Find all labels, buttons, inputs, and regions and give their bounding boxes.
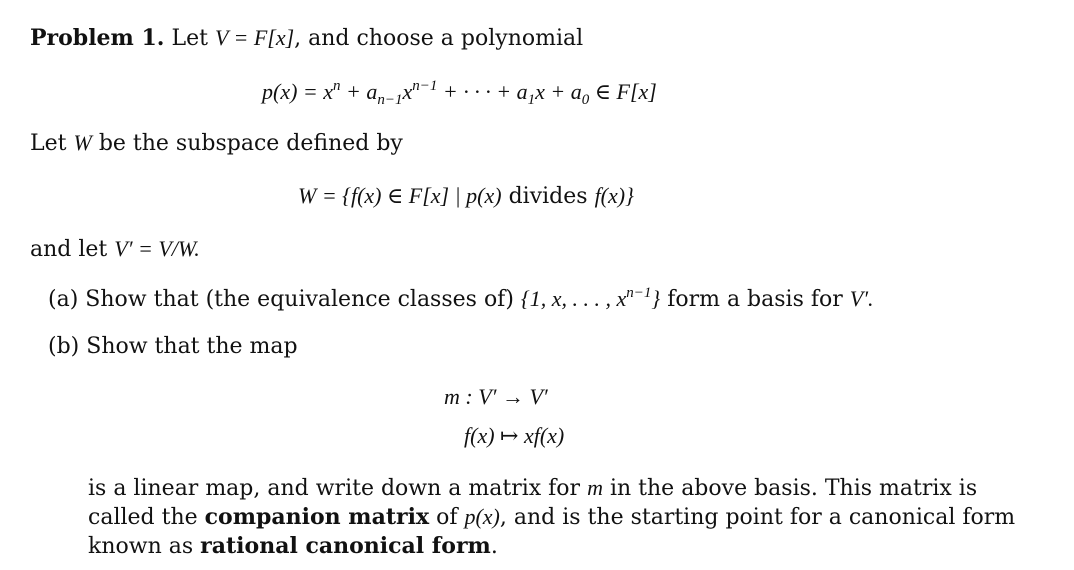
para-l3-b: . [490, 534, 498, 559]
map-line-2: f(x) ↦ xf(x) [464, 423, 565, 448]
poly-exp-n: n [333, 78, 341, 94]
map-line-1: m : V′ → V′ [444, 384, 548, 409]
part-b-text: Show that the map [86, 334, 298, 359]
paragraph-line-3 [88, 532, 498, 561]
poly-exp-n1: n−1 [412, 78, 438, 94]
part-a-set-open: {1, x, . . . , x [520, 286, 627, 311]
para-l2-px: p(x) [464, 504, 500, 529]
poly-x-plus-a: x + a [535, 79, 582, 104]
companion-matrix-term: companion matrix [204, 504, 430, 530]
poly-lhs: p(x) = x [262, 79, 334, 104]
problem-intro-line [30, 24, 583, 53]
paragraph-line-1 [88, 474, 977, 503]
paragraph-line-2 [88, 503, 1015, 532]
part-a-text2: form a basis for [667, 287, 843, 312]
part-a-text1: Show that (the equivalence classes of) [85, 287, 514, 312]
w-def-divides: divides [508, 184, 588, 209]
part-b-label: (b) [48, 334, 80, 359]
poly-sub-n1: n−1 [377, 92, 403, 108]
para-l1-m: m [587, 475, 603, 500]
poly-x: x [402, 79, 413, 104]
para-l1-a: is a linear map, and write down a matrix for [88, 476, 581, 501]
w-definition [298, 182, 634, 211]
part-a-set-exp: n−1 [626, 285, 652, 301]
part-a [48, 285, 874, 314]
para-l2-c: , and is the starting point for a canonical form [499, 505, 1016, 530]
w-intro-let: Let [30, 131, 67, 156]
para-l1-b: in the above basis. This matrix is [609, 476, 978, 501]
w-def-rhs: f(x)} [594, 183, 634, 208]
vprime-text: and let [30, 237, 108, 262]
rational-canonical-form-term: rational canonical form [200, 533, 491, 559]
para-l2-a: called the [88, 505, 198, 530]
w-intro-rest: be the subspace defined by [98, 131, 403, 156]
intro-rest: , and choose a polynomial [294, 26, 584, 51]
problem-heading: Problem 1. [30, 25, 165, 51]
w-intro-line [30, 129, 403, 158]
vprime-line [30, 235, 200, 264]
vprime-math: V′ = V/W. [114, 236, 200, 261]
intro-let: Let [171, 26, 208, 51]
intro-equation: V = F[x] [214, 25, 295, 50]
para-l3-a: known as [88, 534, 194, 559]
part-a-set [521, 286, 660, 311]
poly-in: ∈ F[x] [589, 79, 657, 104]
para-l2-b: of [436, 505, 458, 530]
poly-sub-1: 1 [527, 92, 536, 108]
part-b [48, 333, 298, 361]
part-a-set-close: } [651, 286, 661, 311]
part-a-label: (a) [48, 287, 79, 312]
w-symbol: W [73, 130, 92, 155]
poly-mid: + · · · + a [437, 79, 528, 104]
poly-plus-a: + a [340, 79, 378, 104]
poly-sub-0: 0 [581, 92, 590, 108]
polynomial-equation [262, 78, 657, 106]
w-def-lhs: W = {f(x) ∈ F[x] | p(x) [298, 183, 502, 208]
part-a-vprime: V′. [849, 286, 874, 311]
